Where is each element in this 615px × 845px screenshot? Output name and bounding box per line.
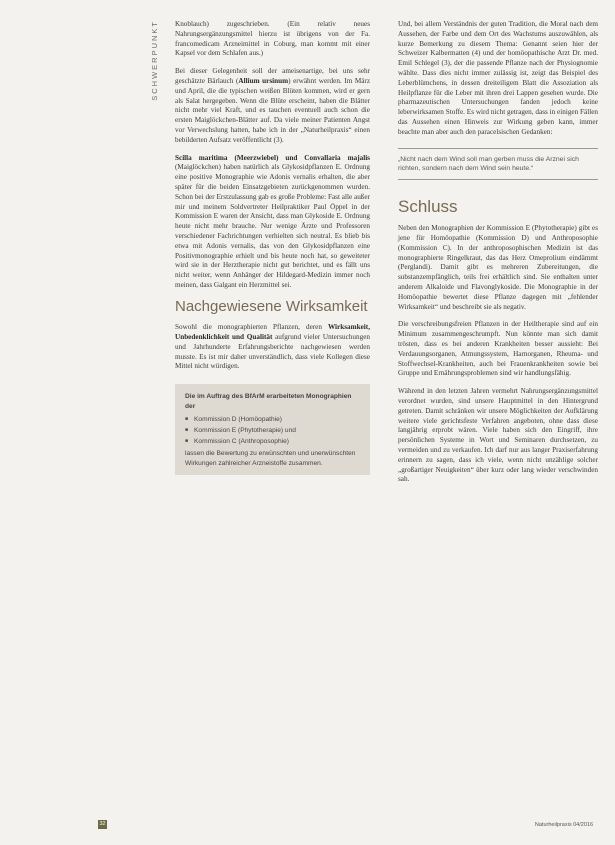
page-number: 32 (99, 821, 106, 827)
right-column (398, 20, 598, 493)
info-box-list (185, 414, 362, 447)
left-column (175, 20, 370, 475)
list-item: ■ Kommission D (Homöopathie) (185, 414, 362, 425)
info-box-title: Die im Auftrag des BfArM erarbeiteten Monographien der (185, 393, 352, 411)
list-item: ■ Kommission C (Anthroposophie) (185, 436, 362, 447)
footer-issue: Naturheilpraxis 04/2016 (534, 822, 593, 828)
paragraph: Neben den Monographien der Kommission E (Phytotherapie) gibt es jene für Homöopathie (Kommission D) und Anthroposophie (Kommission C). In der anthroposophischen Medizin ist das monographierte Ringelkraut, das das Herz Omeprolium eindämmt (Perglandi). Damit gibt es mehreren Zubereitungen, die substanzempfänglich, teils frei erhältlich sind. Sie enthalten unter anderem Alkaloide und Flavonglykoside. Die Monographie in der Homöopathie bewertet diese Pflanze dagegen mit „fehlender Wirksamkeit“ und beschreibt sie als negativ. (398, 224, 598, 311)
pull-quote: „Nicht nach dem Wind soll man gerben muss die Arznei sich richten, sondern nach dem Wind sein heute.“ (398, 148, 598, 180)
paragraph: Scilla maritima (Meerzwiebel) und Convallaria majalis (Maiglöckchen) haben natürlich als Glykosidpflanzen E. Ordnung eine positive Monographie wie Adonis vernalis erhalten, die aber später für die beiden Einsatzgebieten zurückgenommen wurden. Schon bei der Erstzulassung gab es große Probleme: Fast alle außer mir und meinem Soldvertreter Heilpraktiker Paul Öppel in der Kommission E waren der Ansicht, dass man Glykoside E. Ordnung heute nicht mehr brauche. Nur wenige Ärzte und Professoren verschiedener Fachrichtungen verhielten sich neutral. Es blieb bis etwa mit Adonis vernalis, das von den Glykosidpflanzen eine Positivmonographie erhielt und bis heute noch hat, so geweiteter wird sie in der Herztherapie nicht gut berichtet, und es fällt uns nicht weiter, wenn Anhänger der Hildegard-Medizin immer noch meinen, dass Galgant ein Herzmittel sei. (175, 153, 370, 289)
info-box-text: lassen die Bewertung zu erwünschten und unerwünschten Wirkungen zahlreicher Arzneistoffe zusammen. (185, 450, 356, 468)
paragraph: Bei dieser Gelegenheit soll der ameisenartige, bei uns sehr geschätzte Bärlauch (Allium ursinum) erwähnt werden. Im März und April, die die typischen weißen Blüten kommen, wird er gern als Salat hergegeben. Wenn die Blüte erscheint, haben die Blätter nicht mehr viel Kraft, und es tauchen eventuell auch schon die ersten Maiglöckchen-Blätter auf. Da viele meiner Patienten Angst vor Verwechslung hatten, habe ich in der „Naturheilpraxis“ einen bebilderten Aufsatz veröffentlicht (3). (175, 67, 371, 144)
section-heading: Schluss (398, 196, 458, 216)
info-box (175, 384, 370, 475)
paragraph: Die verschreibungsfreien Pflanzen in der Heiltherapie sind auf ein Minimum zusammengeschrumpft. Nun könnte man sich damit trösten, dass es bei anderen Krankheiten besser aussieht: Bei Verdauungsorganen, Atmungssystem, Harnorganen, Rheuma- und Stoffwechsel-Krankheiten, auch bei Frauenkrankheiten sowie bei Gruppe und Ernährungsproblemen sind wir handlungsfähig. (398, 320, 598, 378)
paragraph: Knoblauch) zugeschrieben. (Ein relativ neues Nahrungsergänzungsmittel hierzu ist übrigens von der Fa. francomedicam Arzneimittel in Coburg, man kommt mit einer Kapsel vor dem Schlafen aus.) (175, 20, 370, 58)
paragraph: Und, bei allem Verständnis der guten Tradition, die Moral nach dem Aussehen, der Farbe und dem Ort des Wachstums auszuwählen, als kurze Bemerkung zu diesem Thema: Genannt seien hier der Schweizer Kalbermatten (4) und der homöopathische Arzt Dr. med. Emil Schlegel (3), der die passende Pflanze nach der Physiognomie wählte. Dass dies nicht immer zulässig ist, zeigt das Beispiel des Leberblümchens, in dessen dreiteiligem Blatt die Assoziation als Heilpflanze für die Leber mit ihren drei Lappen gesehen wurde. Die pharmazeutischen Untersuchungen fanden jedoch keine leberwirksamen Stoffe. Es wird nicht getragen, dass in einigen Fällen das Aussehen einen Hinweis zur Wirkung geben kann, immer beachte man aber auch den paracelsischen Gedanken: (398, 20, 598, 136)
paragraph: Während in den letzten Jahren vermehrt Nahrungsergänzungsmittel verordnet wurden, sind unsere Hauptmittel in den Hintergrund getreten. Damit schränken wir unsere Möglichkeiten der Aufklärung weitere viele gerichtsfeste Verfahren angeboten, ohne dass diese langjährig erprobt wären. Viele haben sich den Eingriff, ihre persönlichen Systeme in Wort und Seminaren durchsetzen, zu vermeiden und zu verkaufen. Ich darf nur aus langer Praxiserfahrung erinnern zu sagen, dass ich viele, wenn nicht unzählige solcher „großartiger Neuigkeiten“ über kurz oder lang wieder verschwinden sah. (398, 387, 598, 484)
paragraph: Sowohl die monographierten Pflanzen, deren Wirksamkeit, Unbedenklichkeit und Qualität aufgrund vieler Untersuchungen und Jahrhunderte Erfahrungsberichte nachgewiesen werden musste. Es ist mir daher unverständlich, dass viele Kollegen diese Mittel nicht würdigen. (175, 323, 370, 371)
list-item: ■ Kommission E (Phytotherapie) und (185, 425, 362, 436)
section-label: SCHWERPUNKT (150, 20, 159, 101)
section-heading: Nachgewiesene Wirksamkeit (175, 297, 368, 315)
